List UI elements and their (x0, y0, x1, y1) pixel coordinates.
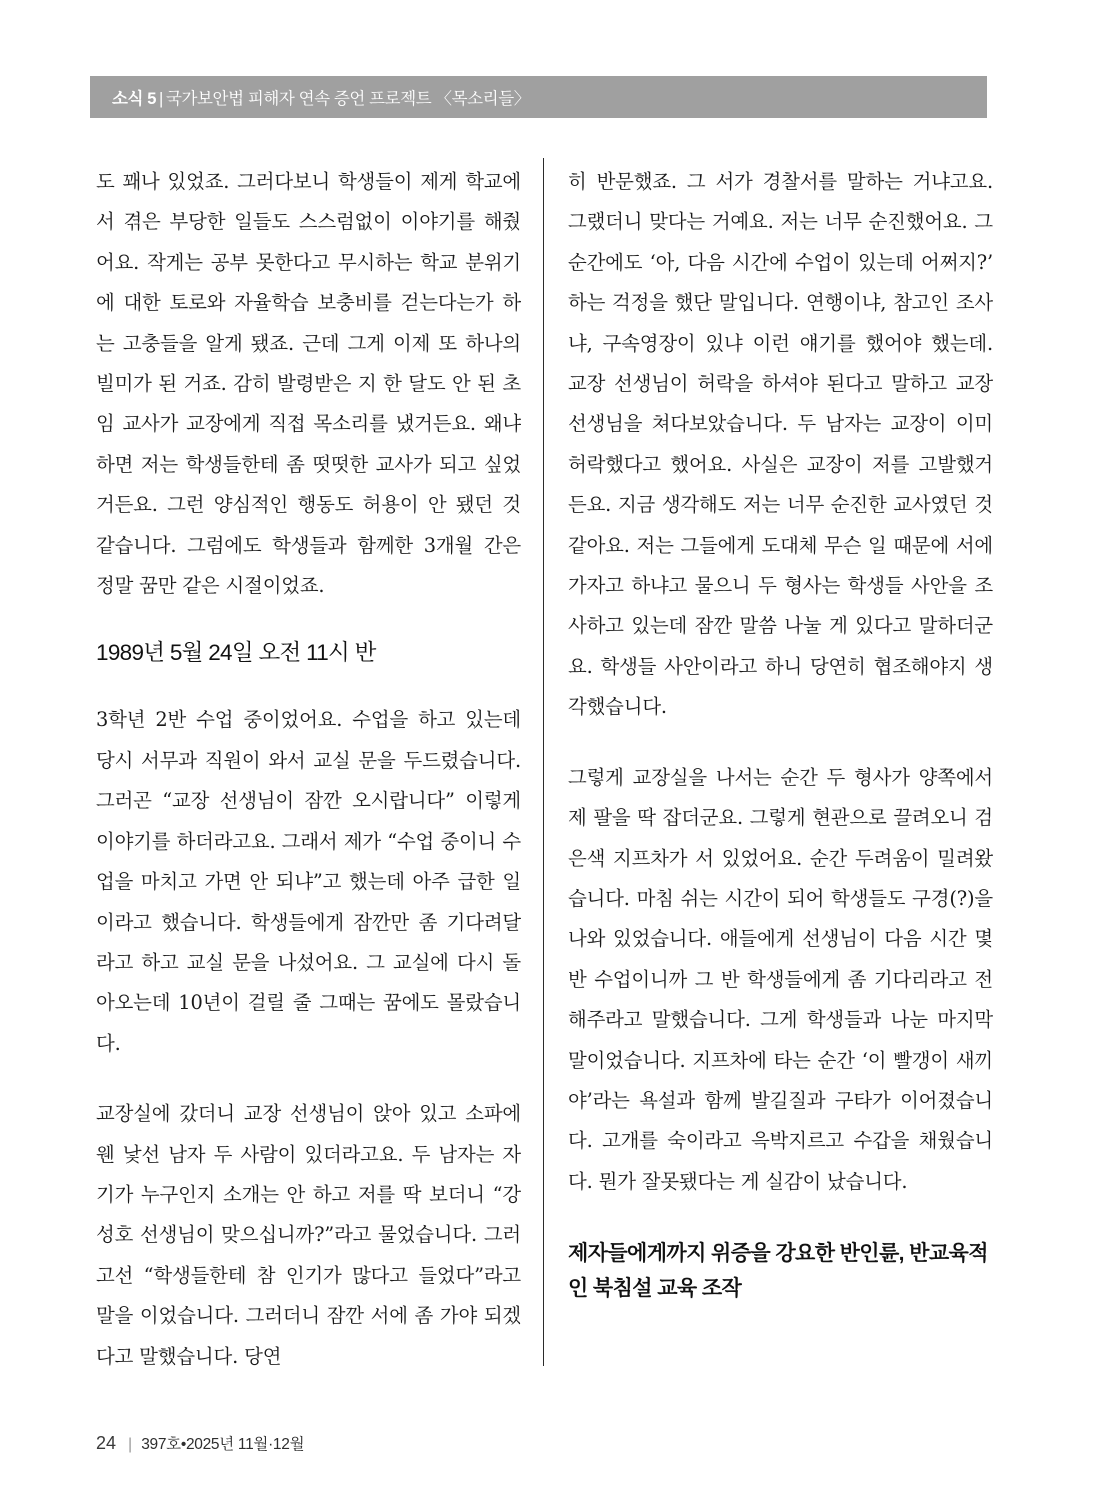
paragraph: 교장실에 갔더니 교장 선생님이 앉아 있고 소파에 웬 낯선 남자 두 사람이 있더라고요. 두 남자는 자기가 누구인지 소개는 안 하고 저를 딱 보더니 “강성호 선생님이 맞으십니까?”라고 물었습니다. 그러고선 “학생들한테 참 인기가 많다고 들었다”라고 말을 이었습니다. 그러더니 잠깐 서에 좀 가야 되겠다고 말했습니다. 당연 (96, 1102, 521, 1368)
running-header-separator: | (159, 90, 163, 108)
footer-separator: | (128, 1436, 133, 1453)
issue-info: 397호•2025년 11월·12월 (141, 1436, 305, 1453)
column-divider (543, 158, 544, 1366)
paragraph: 그렇게 교장실을 나서는 순간 두 형사가 양쪽에서 제 팔을 딱 잡더군요. 그렇게 현관으로 끌려오니 검은색 지프차가 서 있었어요. 순간 두려움이 밀려왔습니다. 마침 쉬는 시간이 되어 학생들도 구경(?)을 나와 있었습니다. 애들에게 선생님이 다음 시간 몇 반 수업이니까 그 반 학생들에게 좀 기다리라고 전해주라고 말했습니다. 그게 학생들과 나눈 마지막 말이었습니다. 지프차에 타는 순간 ‘이 빨갱이 새끼야’라는 욕설과 함께 발길질과 구타가 이어졌습니다. 고개를 숙이라고 윽박지르고 수갑을 채웠습니다. 뭔가 잘못됐다는 게 실감이 났습니다. (568, 765, 993, 1193)
section-heading: 1989년 5월 24일 오전 11시 반 (96, 640, 376, 666)
paragraph: 3학년 2반 수업 중이었어요. 수업을 하고 있는데 당시 서무과 직원이 와서 교실 문을 두드렸습니다. 그러곤 “교장 선생님이 잠깐 오시랍니다” 이렇게 이야기를 하더라고요. 그래서 제가 “수업 중이니 수업을 마치고 가면 안 되냐”고 했는데 아주 급한 일이라고 했습니다. 학생들에게 잠깐만 좀 기다려달라고 하고 교실 문을 나섰어요. 그 교실에 다시 돌아오는데 10년이 걸릴 줄 그때는 꿈에도 몰랐습니다. (96, 708, 521, 1055)
running-header-bar (90, 76, 987, 118)
page-number: 24 (96, 1433, 117, 1453)
page-footer (96, 1432, 304, 1454)
running-header-label: 소식 5 (112, 90, 157, 108)
sub-heading: 제자들에게까지 위증을 강요한 반인륜, 반교육적인 북침설 교육 조작 (568, 1242, 988, 1301)
paragraph: 히 반문했죠. 그 서가 경찰서를 말하는 거냐고요. 그랬더니 맞다는 거예요. 저는 너무 순진했어요. 그 순간에도 ‘아, 다음 시간에 수업이 있는데 어쩌지?’ 하는 걱정을 했단 말입니다. 연행이냐, 참고인 조사냐, 구속영장이 있냐 이런 얘기를 했어야 했는데. 교장 선생님이 허락을 하셔야 된다고 말하고 교장 선생님을 쳐다보았습니다. 두 남자는 교장이 이미 허락했다고 했어요. 사실은 교장이 저를 고발했거든요. 지금 생각해도 저는 너무 순진한 교사였던 것 같아요. 저는 그들에게 도대체 무슨 일 때문에 서에 가자고 하냐고 물으니 두 형사는 학생들 사안을 조사하고 있는데 잠깐 말씀 나눌 게 있다고 말하더군요. 학생들 사안이라고 하니 당연히 협조해야지 생각했습니다. (568, 170, 993, 719)
running-header-title: 국가보안법 피해자 연속 증언 프로젝트 〈목소리들〉 (165, 90, 530, 108)
running-header-text (112, 85, 530, 109)
right-column (568, 162, 993, 1306)
left-column (96, 162, 521, 1377)
paragraph: 도 꽤나 있었죠. 그러다보니 학생들이 제게 학교에서 겪은 부당한 일들도 스스럼없이 이야기를 해줬어요. 작게는 공부 못한다고 무시하는 학교 분위기에 대한 토로와 자율학습 보충비를 걷는다는가 하는 고충들을 알게 됐죠. 근데 그게 이제 또 하나의 빌미가 된 거죠. 감히 발령받은 지 한 달도 안 된 초임 교사가 교장에게 직접 목소리를 냈거든요. 왜냐하면 저는 학생들한테 좀 떳떳한 교사가 되고 싶었거든요. 그런 양심적인 행동도 허용이 안 됐던 것 같습니다. 그럼에도 학생들과 함께한 3개월 간은 정말 꿈만 같은 시절이었죠. (96, 170, 521, 598)
